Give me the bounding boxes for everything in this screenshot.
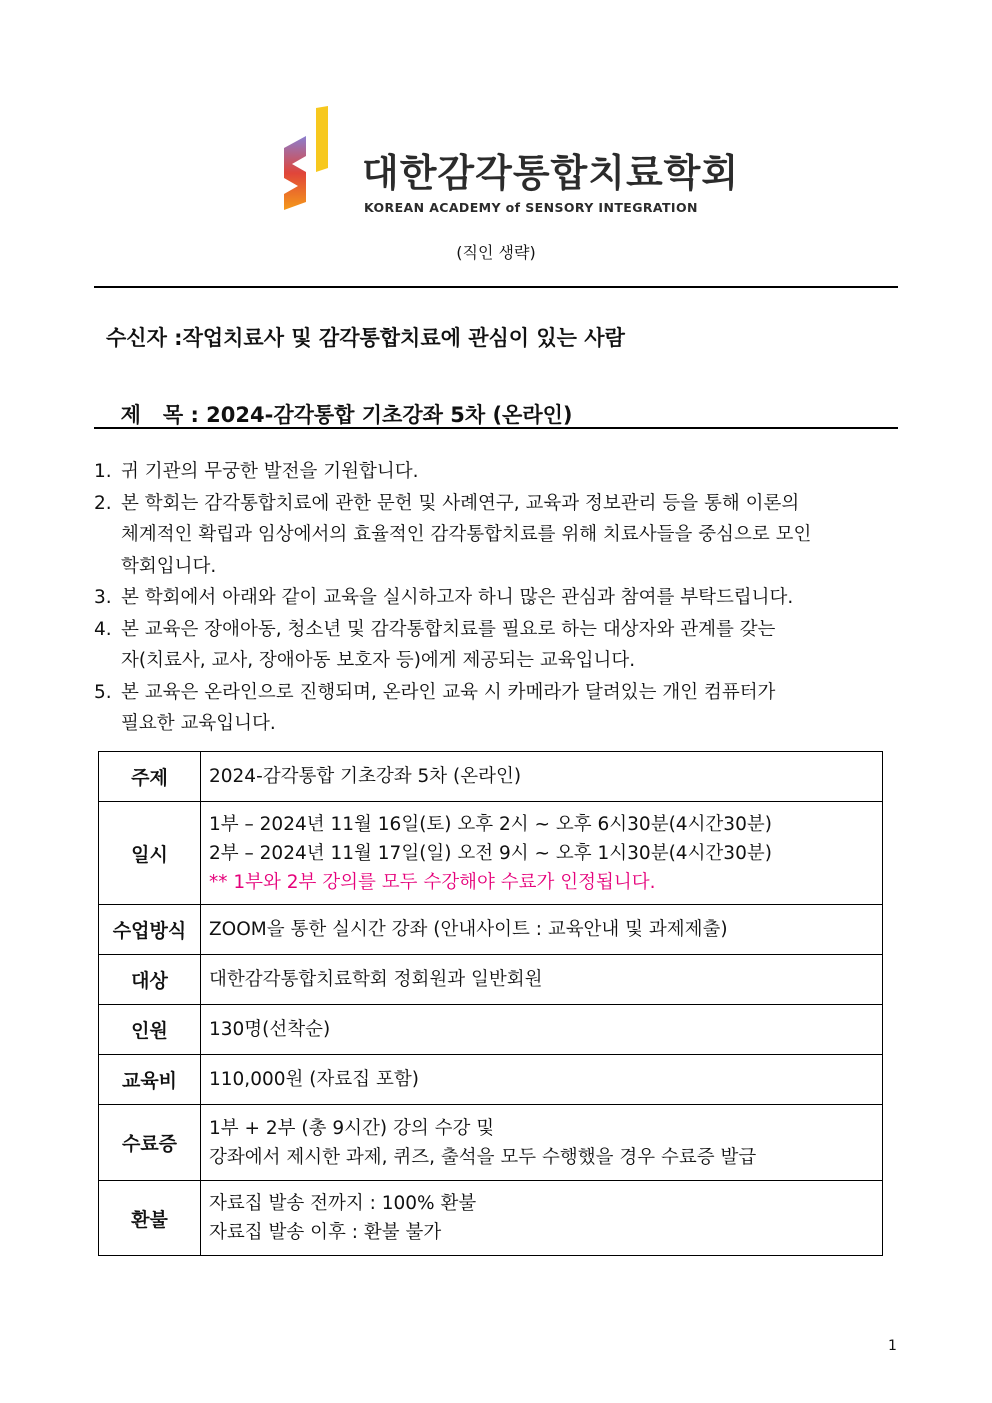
top-divider: [94, 286, 898, 288]
table-row: [99, 955, 883, 1005]
recipient-line: [106, 322, 625, 352]
refund-line2: 자료집 발송 이후 : 환불 불가: [209, 1222, 442, 1243]
header-bottom-divider: [94, 427, 898, 429]
list-item: [94, 456, 894, 488]
list-item-number: 1.: [94, 461, 112, 482]
certificate-line1: 1부 + 2부 (총 9시간) 강의 수강 및: [209, 1117, 495, 1139]
subject-value: 2024-감각통합 기초강좌 5차 (온라인): [206, 403, 573, 427]
certificate-value: [201, 1105, 883, 1181]
academy-logo-name: 대한감각통합치료학회: [362, 151, 740, 195]
refund-line1: 자료집 발송 전까지 : 100% 환불: [209, 1193, 477, 1214]
schedule-part1: 1부 – 2024년 11월 16일(토) 오후 2시 ~ 오후 6시30분(4시간30분): [209, 813, 772, 835]
recipient-value: 작업치료사 및 감각통합치료에 관심이 있는 사람: [182, 326, 625, 350]
table-row: [99, 1181, 883, 1256]
list-item-text: 본 학회에서 아래와 같이 교육을 실시하고자 하니 많은 관심과 참여를 부탁드립니다.: [121, 587, 794, 608]
list-item-number: 3.: [94, 587, 112, 608]
table-row: [99, 1055, 883, 1105]
capacity-label: 인원: [99, 1005, 201, 1055]
schedule-label: 일시: [99, 802, 201, 905]
list-item-number: 5.: [94, 681, 112, 703]
method-value: ZOOM을 통한 실시간 강좌 (안내사이트 : 교육안내 및 과제제출): [201, 905, 883, 955]
capacity-value: 130명(선착순): [201, 1005, 883, 1055]
topic-label: 주제: [99, 752, 201, 802]
list-item-number: 2.: [94, 492, 112, 514]
list-item: [94, 488, 894, 583]
method-label: 수업방식: [99, 905, 201, 955]
academy-logo-mark-icon: [282, 106, 332, 210]
course-info-table: [98, 751, 883, 1256]
subject-line: [106, 375, 573, 429]
list-item: [94, 677, 894, 740]
table-row: [99, 802, 883, 905]
list-item-text: 본 학회는 감각통합치료에 관한 문헌 및 사례연구, 교육과 정보관리 등을 통해 이론의 체계적인 확립과 임상에서의 효율적인 감각통합치료를 위해 치료사들을 중심으로 모인 학회입니다.: [121, 492, 812, 577]
page-number: 1: [888, 1338, 897, 1354]
fee-value: 110,000원 (자료집 포함): [201, 1055, 883, 1105]
fee-label: 교육비: [99, 1055, 201, 1105]
schedule-part2: 2부 – 2024년 11월 17일(일) 오전 9시 ~ 오후 1시30분(4시간30분): [209, 842, 772, 864]
refund-label: 환불: [99, 1181, 201, 1256]
list-item: [94, 582, 894, 614]
table-row: [99, 905, 883, 955]
certificate-line2: 강좌에서 제시한 과제, 퀴즈, 출석을 모두 수행했을 경우 수료증 발급: [209, 1146, 757, 1168]
refund-value: [201, 1181, 883, 1256]
list-item-number: 4.: [94, 618, 112, 640]
list-item-text: 귀 기관의 무궁한 발전을 기원합니다.: [121, 461, 419, 482]
table-row: [99, 1005, 883, 1055]
list-item-text: 본 교육은 온라인으로 진행되며, 온라인 교육 시 카메라가 달려있는 개인 컴퓨터가 필요한 교육입니다.: [121, 681, 776, 734]
list-item-text: 본 교육은 장애아동, 청소년 및 감각통합치료를 필요로 하는 대상자와 관계를 갖는 자(치료사, 교사, 장애아동 보호자 등)에게 제공되는 교육입니다.: [121, 618, 776, 671]
notice-list: [94, 456, 894, 740]
certificate-label: 수료증: [99, 1105, 201, 1181]
subject-label: 제 목 :: [120, 403, 207, 427]
recipient-label: 수신자 :: [106, 326, 183, 350]
table-row: [99, 1105, 883, 1181]
target-label: 대상: [99, 955, 201, 1005]
schedule-value: [201, 802, 883, 905]
schedule-warning: ** 1부와 2부 강의를 모두 수강해야 수료가 인정됩니다.: [209, 871, 656, 893]
seal-omitted-note: (직인 생략): [456, 243, 536, 262]
table-row: [99, 752, 883, 802]
list-item: [94, 614, 894, 677]
academy-logo-subtitle: KOREAN ACADEMY of SENSORY INTEGRATION: [364, 200, 698, 215]
topic-value: 2024-감각통합 기초강좌 5차 (온라인): [201, 752, 883, 802]
target-value: 대한감각통합치료학회 정회원과 일반회원: [201, 955, 883, 1005]
academy-logo: [262, 100, 740, 224]
